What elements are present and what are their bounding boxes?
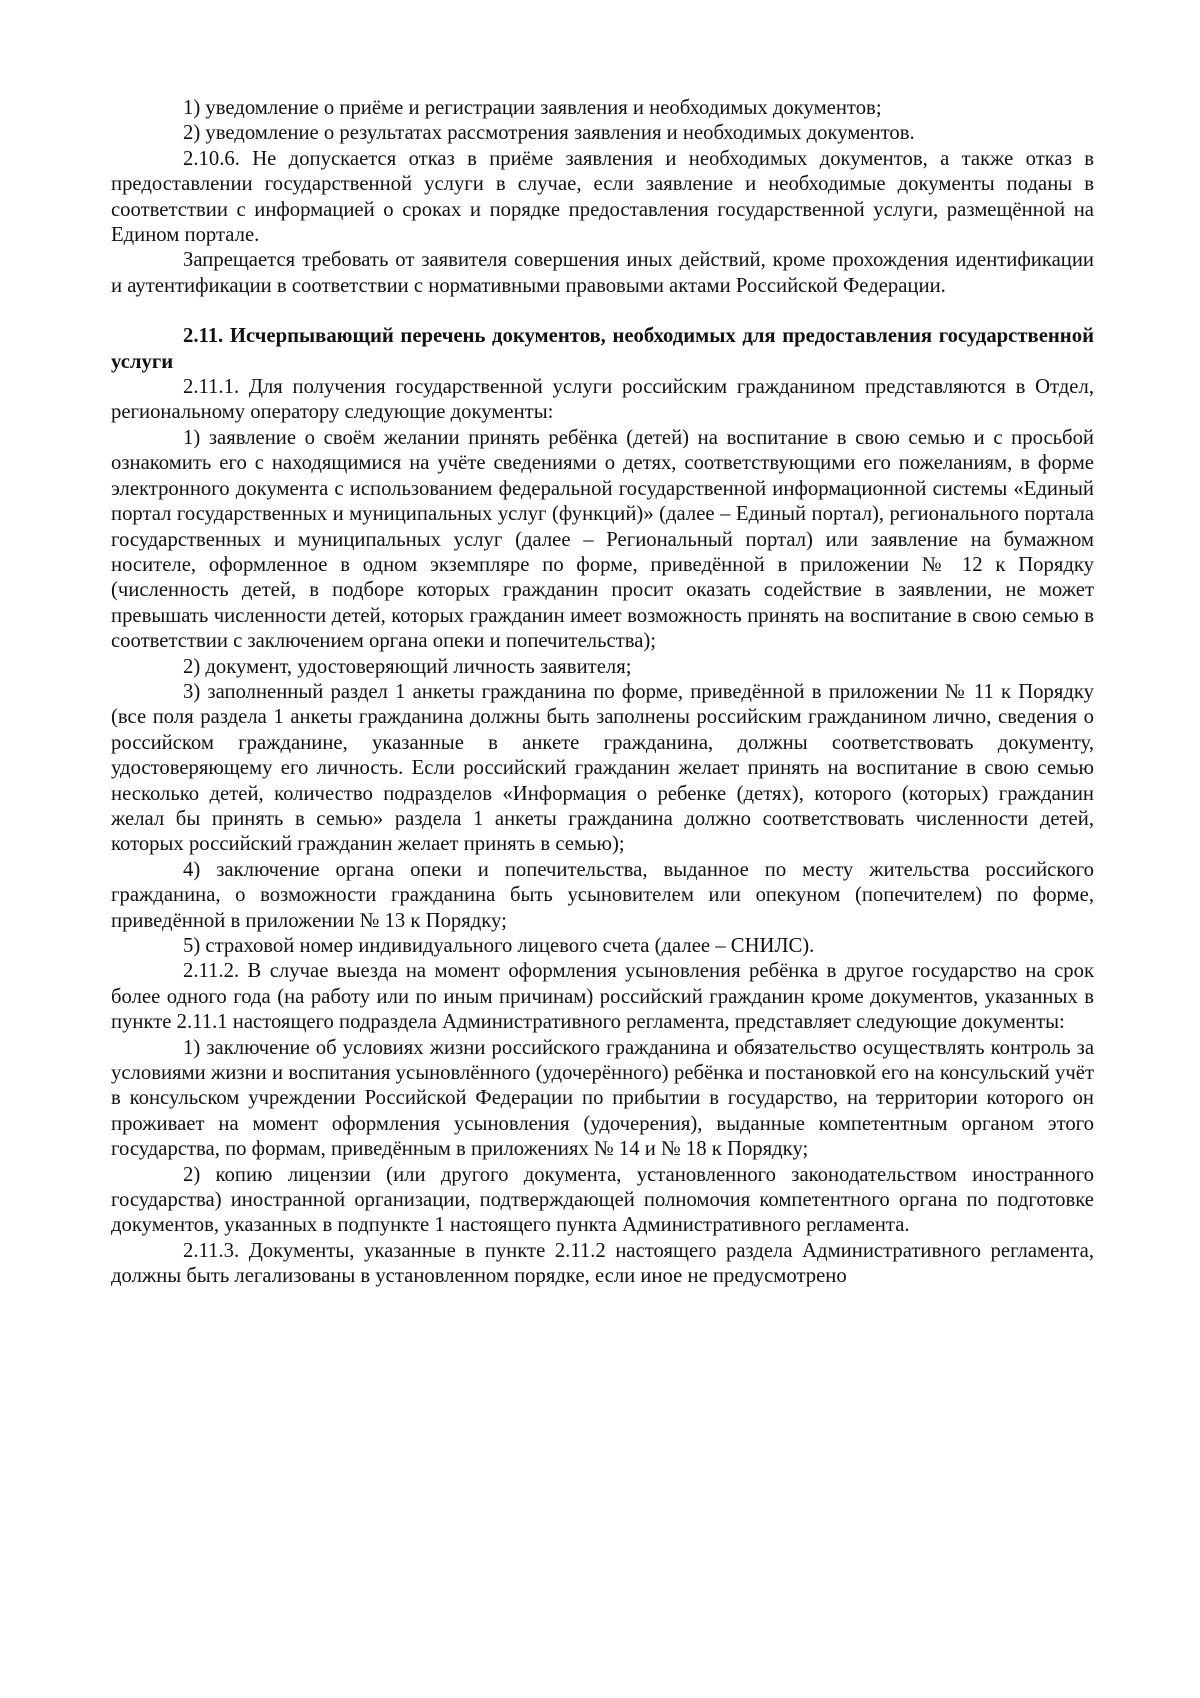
paragraph-prohibition: Запрещается требовать от заявителя совершения иных действий, кроме прохождения идентификации и аутентификации в соответствии с нормативными правовыми актами Российской Федерации. [111, 249, 1094, 297]
paragraph-2-11-1: 2.11.1. Для получения государственной услуги российским гражданином представляются в Отдел, региональному оператору следующие документы: [111, 376, 1094, 424]
paragraph-2-11-2: 2.11.2. В случае выезда на момент оформления усыновления ребёнка в другое государство на срок более одного года (на работу или по иным причинам) российский гражданин кроме документов, указанных в пункте 2.11.1 настоящего подраздела Административного регламента, представляет следующие документы: [111, 960, 1094, 1034]
list-item-questionnaire: 3) заполненный раздел 1 анкеты гражданина по форме, приведённой в приложении № 11 к Порядку (все поля раздела 1 анкеты гражданина должны быть заполнены российским гражданином лично, сведения о российском гражданине, указанные в анкете гражданина, должны соответствовать документу, удостоверяющему его личность. Если российский гражданин желает принять на воспитание в свою семью несколько детей, количество подразделов «Информация о ребенке (детях), которого (которых) гражданин желал бы принять в семью» раздела 1 анкеты гражданина должно соответствовать численности детей, которых российский гражданин желает принять в семью); [111, 680, 1094, 856]
list-item-living-conditions: 1) заключение об условиях жизни российского гражданина и обязательство осуществлять контроль за условиями жизни и воспитания усыновлённого (удочерённого) ребёнка и постановкой его на консульский учёт в консульском учреждении Российской Федерации по прибытии в государство, на территории которого он проживает на момент оформления усыновления (удочерения), выданные компетентным органом этого государства, по формам, приведённым в приложениях № 14 и № 18 к Порядку; [111, 1036, 1094, 1161]
paragraph-notice-receipt: 1) уведомление о приёме и регистрации заявления и необходимых документов; [183, 97, 882, 119]
list-item-identity-document: 2) документ, удостоверяющий личность заявителя; [183, 655, 632, 678]
paragraph-2-10-6: 2.10.6. Не допускается отказ в приёме заявления и необходимых документов, а также отказ в предоставлении государственной услуги в случае, если заявление и необходимые документы поданы в соответствии с информацией о сроках и порядке предоставления государственной услуги, размещённой на Едином портале. [111, 147, 1094, 247]
document-page [111, 96, 1094, 1290]
list-item-guardianship-conclusion: 4) заключение органа опеки и попечительства, выданное по месту жительства российского гражданина, о возможности гражданина быть усыновителем или опекуном (попечителем) по форме, приведённой в приложении № 13 к Порядку; [111, 858, 1094, 932]
paragraph-notice-result: 2) уведомление о результатах рассмотрения заявления и необходимых документов. [183, 122, 915, 145]
list-item-license-copy: 2) копию лицензии (или другого документа, установленного законодательством иностранного государства) иностранной организации, подтверждающей полномочия компетентного органа по подготовке документов, указанных в подпункте 1 настоящего пункта Административного регламента. [111, 1163, 1094, 1237]
list-item-application: 1) заявление о своём желании принять ребёнка (детей) на воспитание в свою семью и с просьбой ознакомить его с находящимися на учёте сведениями о детях, соответствующими его пожеланиям, в форме электронного документа с использованием федеральной государственной информационной системы «Единый портал государственных и муниципальных услуг (функций)» (далее – Единый портал), регионального портала государственных и муниципальных услуг (далее – Региональный портал) или заявление на бумажном носителе, оформленное в одном экземпляре по форме, приведённой в приложении № 12 к Порядку (численность детей, в подборе которых гражданин просит оказать содействие в заявлении, не может превышать численности детей, которых гражданин имеет возможность принять на воспитание в свою семью в соответствии с заключением органа опеки и попечительства); [111, 426, 1094, 653]
section-heading-2-11: 2.11. Исчерпывающий перечень документов, необходимых для предоставления государственной услуги [111, 325, 1094, 373]
list-item-snils: 5) страховой номер индивидуального лицевого счета (далее – СНИЛС). [183, 935, 815, 957]
paragraph-2-11-3: 2.11.3. Документы, указанные в пункте 2.11.2 настоящего раздела Административного регламента, должны быть легализованы в установленном порядке, если иное не предусмотрено [111, 1239, 1094, 1288]
section-spacer [111, 299, 1094, 324]
